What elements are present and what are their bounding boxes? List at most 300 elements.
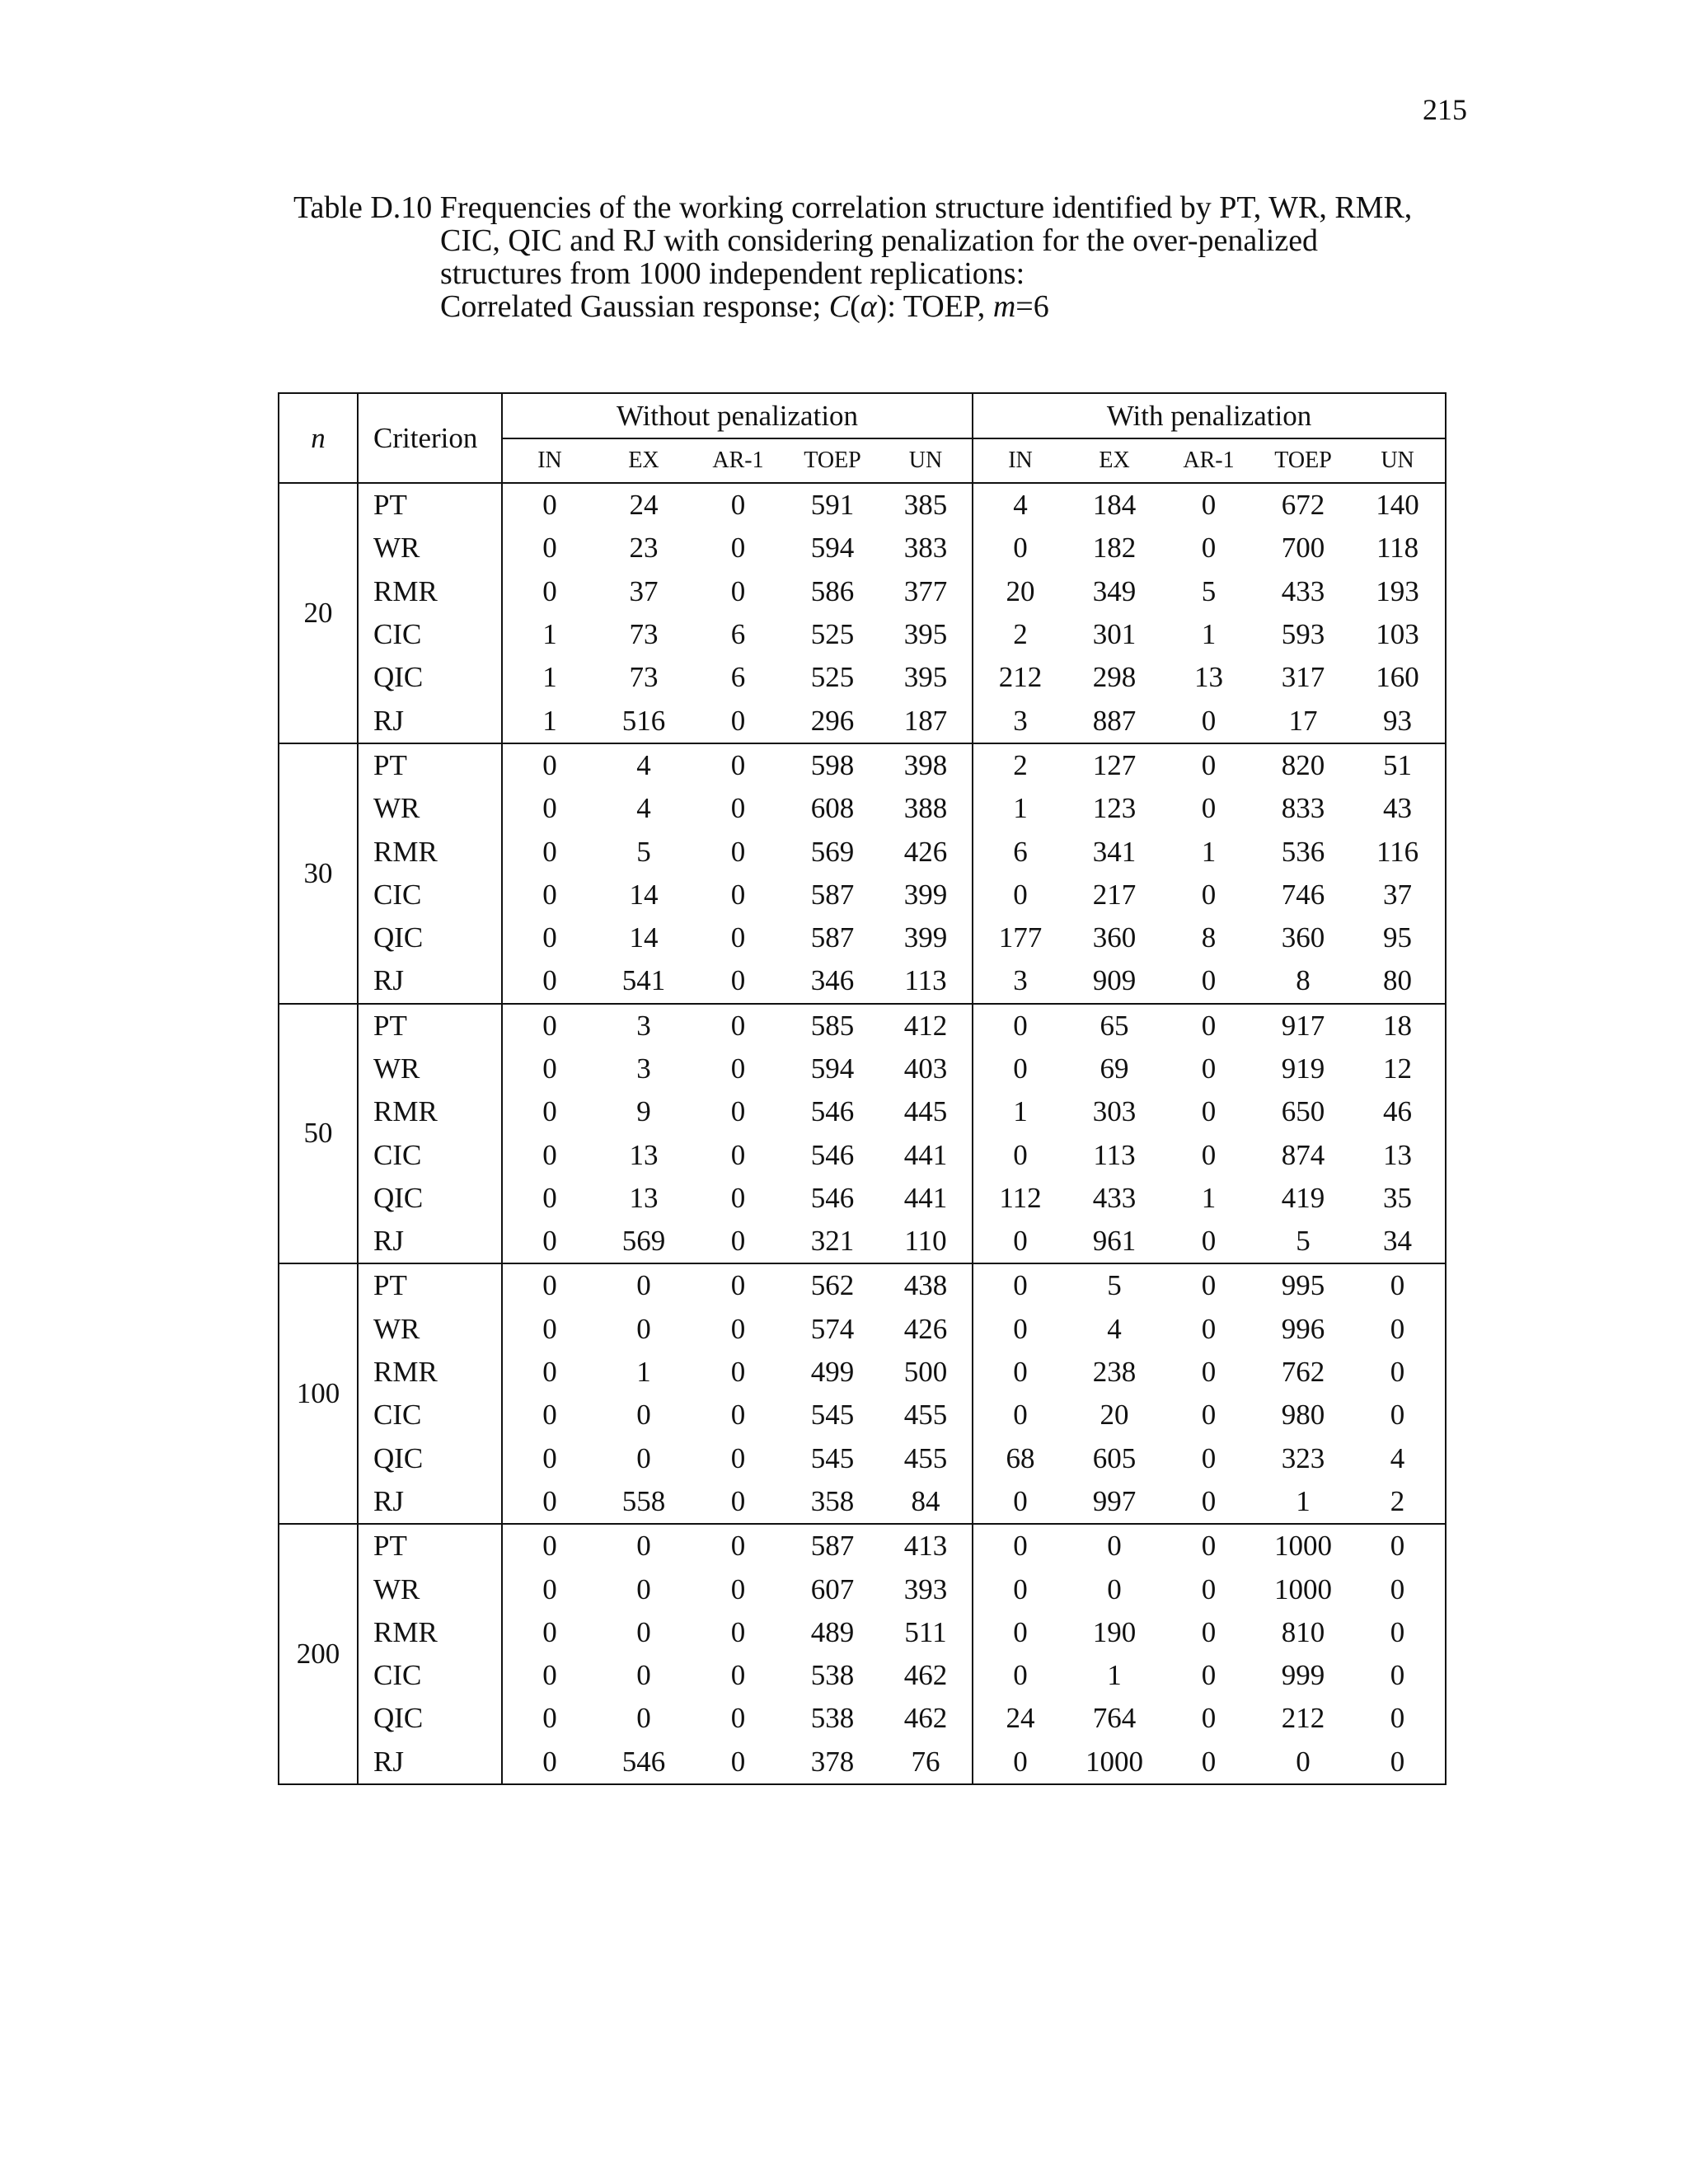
criterion-cell: RJ (358, 959, 502, 1003)
table-row (279, 916, 1446, 959)
without-in-cell: 0 (542, 574, 557, 607)
with-ar-1-cell: 0 (1201, 532, 1217, 565)
without-ar-1-cell: 0 (730, 748, 746, 781)
table-row (279, 874, 1446, 916)
without-ex-cell: 541 (597, 959, 691, 1003)
with-in-cell: 0 (973, 1741, 1067, 1784)
criterion-cell: PT (358, 1263, 502, 1307)
without-ex-cell: 516 (597, 699, 691, 743)
with-un-cell: 0 (1350, 1263, 1446, 1307)
without-un-cell: 441 (879, 1177, 973, 1220)
sample-size-cell: 100 (279, 1263, 358, 1524)
without-in-cell: 0 (542, 1181, 557, 1214)
with-ex-cell: 69 (1100, 1052, 1129, 1085)
without-un-cell: 395 (879, 656, 973, 699)
with-un-cell: 93 (1350, 699, 1446, 743)
criterion-cell: QIC (358, 1177, 502, 1220)
with-un-cell: 0 (1350, 1654, 1446, 1697)
without-in-cell: 0 (502, 1220, 597, 1263)
without-ex-cell: 3 (636, 1009, 651, 1042)
with-toep-cell: 650 (1281, 1095, 1325, 1128)
without-ex-cell: 1 (636, 1356, 651, 1389)
table-row (279, 830, 1446, 873)
table-row (279, 483, 1446, 527)
with-toep-cell: 999 (1281, 1659, 1325, 1692)
without-toep-cell: 587 (810, 878, 855, 911)
table-row (279, 527, 1446, 569)
table-row (279, 1351, 1446, 1394)
without-in-cell: 0 (542, 1009, 557, 1042)
without-ar-1-cell: 0 (730, 792, 746, 825)
caption-line-2: CIC, QIC and RJ with considering penalization for the over-penalized (440, 223, 1319, 258)
sample-size-cell: 20 (279, 483, 358, 743)
with-toep-cell: 5 (1256, 1220, 1350, 1263)
with-un-cell: 116 (1350, 830, 1446, 873)
without-toep-cell: 591 (810, 489, 855, 522)
table-row (279, 1394, 1446, 1436)
without-un-cell: 395 (879, 613, 973, 656)
with-in-cell: 3 (973, 699, 1067, 743)
subheader-with-in: IN (973, 438, 1067, 483)
without-ex-cell: 73 (629, 618, 659, 651)
with-un-cell: 0 (1350, 1697, 1446, 1740)
without-ex-cell: 14 (629, 921, 659, 954)
without-in-cell: 0 (542, 1399, 557, 1432)
with-un-cell: 0 (1350, 1394, 1446, 1436)
criterion-cell: RMR (358, 570, 502, 613)
without-toep-cell: 585 (810, 1009, 855, 1042)
without-ex-cell: 0 (636, 1702, 651, 1735)
subheader-without-ar-1: AR-1 (691, 438, 785, 483)
without-ar-1-cell: 0 (730, 1530, 746, 1563)
without-in-cell: 0 (502, 1480, 597, 1524)
without-ar-1-cell: 0 (730, 1441, 746, 1474)
table-row (279, 570, 1446, 613)
with-un-cell: 13 (1350, 1133, 1446, 1176)
with-ex-cell: 298 (1092, 661, 1137, 694)
with-ar-1-cell: 0 (1161, 1741, 1256, 1784)
with-ex-cell: 909 (1067, 959, 1161, 1003)
with-ar-1-cell: 0 (1201, 1312, 1217, 1345)
table-row (279, 1611, 1446, 1654)
without-ar-1-cell: 0 (730, 1615, 746, 1648)
criterion-cell: QIC (358, 1437, 502, 1480)
without-in-cell: 0 (542, 1269, 557, 1302)
criterion-cell: RMR (358, 1090, 502, 1133)
with-ex-cell: 217 (1092, 878, 1137, 911)
with-ar-1-cell: 0 (1201, 1615, 1217, 1648)
with-in-cell: 0 (1013, 1530, 1028, 1563)
with-toep-cell: 419 (1281, 1181, 1325, 1214)
with-ex-cell: 184 (1092, 489, 1137, 522)
caption-line-1: Table D.10 Frequencies of the working correlation structure identified by PT, WR, RMR, (293, 190, 1413, 225)
without-un-cell: 399 (879, 916, 973, 959)
with-ex-cell: 341 (1092, 835, 1137, 868)
criterion-cell: CIC (358, 1394, 502, 1436)
without-ex-cell: 37 (629, 574, 659, 607)
without-toep-cell: 378 (785, 1741, 879, 1784)
with-in-cell: 0 (1013, 878, 1028, 911)
sample-size-cell: 200 (279, 1524, 358, 1784)
without-un-cell: 426 (879, 1308, 973, 1351)
without-ex-cell: 558 (597, 1480, 691, 1524)
without-ex-cell: 5 (636, 835, 651, 868)
page-number: 215 (1423, 93, 1467, 126)
table-row (279, 1654, 1446, 1697)
caption-alpha-symbol: α (860, 289, 877, 324)
criterion-cell: RMR (358, 830, 502, 873)
with-in-cell: 20 (1006, 574, 1035, 607)
without-ex-cell: 4 (636, 748, 651, 781)
without-toep-cell: 538 (810, 1659, 855, 1692)
with-toep-cell: 593 (1281, 618, 1325, 651)
with-in-cell: 1 (1013, 1095, 1028, 1128)
without-toep-cell: 562 (810, 1269, 855, 1302)
without-in-cell: 1 (542, 618, 557, 651)
without-ar-1-cell: 0 (730, 878, 746, 911)
with-toep-cell: 1000 (1274, 1572, 1333, 1605)
without-ar-1-cell: 0 (730, 489, 746, 522)
with-in-cell: 0 (1013, 1659, 1028, 1692)
with-in-cell: 3 (973, 959, 1067, 1003)
sample-size-cell: 30 (279, 743, 358, 1004)
with-ar-1-cell: 13 (1194, 661, 1224, 694)
without-in-cell: 0 (542, 748, 557, 781)
with-in-cell: 112 (999, 1181, 1042, 1214)
with-in-cell: 6 (1013, 835, 1028, 868)
without-toep-cell: 608 (810, 792, 855, 825)
without-toep-cell: 574 (810, 1312, 855, 1345)
with-un-cell: 0 (1350, 1308, 1446, 1351)
with-toep-cell: 1000 (1274, 1530, 1333, 1563)
with-ex-cell: 5 (1107, 1269, 1122, 1302)
without-in-cell: 0 (542, 1052, 557, 1085)
without-un-cell: 511 (879, 1611, 973, 1654)
without-toep-cell: 358 (785, 1480, 879, 1524)
with-toep-cell: 672 (1281, 489, 1325, 522)
with-in-cell: 0 (1013, 1312, 1028, 1345)
table-caption (293, 191, 1480, 323)
without-un-cell: 110 (879, 1220, 973, 1263)
with-ar-1-cell: 8 (1201, 921, 1217, 954)
with-un-cell: 35 (1350, 1177, 1446, 1220)
with-ar-1-cell: 0 (1201, 489, 1217, 522)
with-un-cell: 4 (1350, 1437, 1446, 1480)
without-toep-cell: 587 (810, 921, 855, 954)
with-ex-cell: 238 (1092, 1356, 1137, 1389)
without-in-cell: 0 (542, 1356, 557, 1389)
criterion-cell: QIC (358, 1697, 502, 1740)
with-ar-1-cell: 0 (1201, 1659, 1217, 1692)
with-ex-cell: 65 (1100, 1009, 1129, 1042)
without-toep-cell: 586 (810, 574, 855, 607)
with-ar-1-cell: 0 (1161, 959, 1256, 1003)
with-toep-cell: 810 (1281, 1615, 1325, 1648)
without-ex-cell: 0 (636, 1269, 651, 1302)
with-in-cell: 4 (1013, 489, 1028, 522)
with-toep-cell: 917 (1281, 1009, 1325, 1042)
with-ar-1-cell: 0 (1201, 1572, 1217, 1605)
with-in-cell: 0 (1013, 1138, 1028, 1171)
without-un-cell: 500 (879, 1351, 973, 1394)
with-ar-1-cell: 0 (1161, 1480, 1256, 1524)
with-toep-cell: 433 (1281, 574, 1325, 607)
with-ex-cell: 123 (1092, 792, 1137, 825)
with-ar-1-cell: 0 (1201, 1052, 1217, 1085)
without-ex-cell: 14 (629, 878, 659, 911)
without-un-cell: 462 (879, 1697, 973, 1740)
with-toep-cell: 820 (1281, 748, 1325, 781)
subheader-without-in: IN (502, 438, 597, 483)
without-toep-cell: 346 (785, 959, 879, 1003)
with-un-cell: 103 (1350, 613, 1446, 656)
without-in-cell: 0 (542, 835, 557, 868)
with-ex-cell: 887 (1067, 699, 1161, 743)
criterion-cell: CIC (358, 1654, 502, 1697)
with-toep-cell: 317 (1281, 661, 1325, 694)
with-ar-1-cell: 0 (1201, 792, 1217, 825)
without-ar-1-cell: 0 (730, 1181, 746, 1214)
with-toep-cell: 919 (1281, 1052, 1325, 1085)
with-ex-cell: 997 (1067, 1480, 1161, 1524)
without-ar-1-cell: 0 (730, 1572, 746, 1605)
without-un-cell: 412 (879, 1004, 973, 1047)
with-ex-cell: 360 (1092, 921, 1137, 954)
with-un-cell: 2 (1350, 1480, 1446, 1524)
subheader-with-toep: TOEP (1256, 438, 1350, 483)
frequency-table (278, 392, 1447, 1785)
without-un-cell: 445 (879, 1090, 973, 1133)
without-ex-cell: 0 (636, 1399, 651, 1432)
with-toep-cell: 700 (1281, 532, 1325, 565)
criterion-cell: PT (358, 483, 502, 527)
without-toep-cell: 545 (810, 1441, 855, 1474)
without-in-cell: 0 (542, 1441, 557, 1474)
with-ar-1-cell: 0 (1201, 1399, 1217, 1432)
caption-m-symbol: m (992, 289, 1016, 324)
without-in-cell: 0 (542, 878, 557, 911)
with-in-cell: 0 (973, 1220, 1067, 1263)
without-un-cell: 393 (879, 1568, 973, 1610)
subheader-with-un: UN (1350, 438, 1446, 483)
without-in-cell: 0 (542, 1095, 557, 1128)
without-ex-cell: 0 (636, 1659, 651, 1692)
without-ar-1-cell: 0 (730, 1095, 746, 1128)
without-toep-cell: 546 (810, 1095, 855, 1128)
without-ar-1-cell: 0 (730, 1659, 746, 1692)
with-ex-cell: 301 (1092, 618, 1137, 651)
without-ar-1-cell: 0 (691, 1741, 785, 1784)
with-un-cell: 43 (1350, 787, 1446, 830)
without-in-cell: 0 (502, 1741, 597, 1784)
header-criterion: Criterion (358, 393, 502, 483)
with-toep-cell: 323 (1281, 1441, 1325, 1474)
with-toep-cell: 874 (1281, 1138, 1325, 1171)
with-ar-1-cell: 0 (1201, 1269, 1217, 1302)
without-ar-1-cell: 0 (691, 1220, 785, 1263)
without-ex-cell: 0 (636, 1441, 651, 1474)
with-ar-1-cell: 0 (1201, 878, 1217, 911)
without-in-cell: 0 (542, 1572, 557, 1605)
without-in-cell: 0 (502, 959, 597, 1003)
with-toep-cell: 0 (1256, 1741, 1350, 1784)
with-ex-cell: 20 (1100, 1399, 1129, 1432)
without-in-cell: 0 (542, 1530, 557, 1563)
without-toep-cell: 538 (810, 1702, 855, 1735)
with-in-cell: 0 (1013, 1009, 1028, 1042)
without-ex-cell: 546 (597, 1741, 691, 1784)
with-ex-cell: 0 (1107, 1530, 1122, 1563)
with-un-cell: 160 (1350, 656, 1446, 699)
without-ar-1-cell: 0 (730, 574, 746, 607)
table-row (279, 1480, 1446, 1524)
table-row (279, 1047, 1446, 1090)
criterion-cell: RMR (358, 1351, 502, 1394)
criterion-cell: QIC (358, 656, 502, 699)
without-un-cell: 399 (879, 874, 973, 916)
table-row (279, 743, 1446, 787)
with-un-cell: 0 (1350, 1568, 1446, 1610)
subheader-with-ex: EX (1067, 438, 1161, 483)
with-un-cell: 12 (1350, 1047, 1446, 1090)
header-with-penalization: With penalization (973, 393, 1446, 438)
without-ar-1-cell: 0 (730, 1356, 746, 1389)
without-ar-1-cell: 0 (730, 835, 746, 868)
with-ex-cell: 764 (1092, 1702, 1137, 1735)
with-ar-1-cell: 0 (1201, 1095, 1217, 1128)
criterion-cell: CIC (358, 874, 502, 916)
with-ex-cell: 0 (1107, 1572, 1122, 1605)
caption-line-4-end: =6 (1015, 289, 1049, 324)
with-in-cell: 0 (1013, 1399, 1028, 1432)
table-row (279, 959, 1446, 1003)
criterion-cell: RJ (358, 1741, 502, 1784)
without-un-cell: 76 (879, 1741, 973, 1784)
without-ex-cell: 3 (636, 1052, 651, 1085)
with-in-cell: 0 (1013, 532, 1028, 565)
with-ar-1-cell: 0 (1201, 1530, 1217, 1563)
without-ar-1-cell: 0 (730, 921, 746, 954)
table-row (279, 656, 1446, 699)
without-ar-1-cell: 0 (691, 1480, 785, 1524)
table-row (279, 1697, 1446, 1740)
with-ar-1-cell: 0 (1201, 1138, 1217, 1171)
criterion-cell: CIC (358, 1133, 502, 1176)
header-n: n (279, 393, 358, 483)
without-in-cell: 0 (542, 792, 557, 825)
subheader-without-ex: EX (597, 438, 691, 483)
without-ar-1-cell: 0 (730, 1312, 746, 1345)
without-un-cell: 426 (879, 830, 973, 873)
table-row (279, 1524, 1446, 1568)
with-un-cell: 46 (1350, 1090, 1446, 1133)
without-ex-cell: 73 (629, 661, 659, 694)
header-without-penalization: Without penalization (502, 393, 973, 438)
without-un-cell: 377 (879, 570, 973, 613)
without-un-cell: 403 (879, 1047, 973, 1090)
without-un-cell: 398 (879, 743, 973, 787)
caption-line-3: structures from 1000 independent replications: (440, 256, 1025, 291)
table-row (279, 1437, 1446, 1480)
without-toep-cell: 587 (810, 1530, 855, 1563)
with-ex-cell: 182 (1092, 532, 1137, 565)
without-ar-1-cell: 0 (730, 1052, 746, 1085)
table-row (279, 1741, 1446, 1784)
without-un-cell: 84 (879, 1480, 973, 1524)
with-toep-cell: 995 (1281, 1269, 1325, 1302)
without-ar-1-cell: 0 (730, 1702, 746, 1735)
subheader-without-un: UN (879, 438, 973, 483)
with-ex-cell: 190 (1092, 1615, 1137, 1648)
caption-line-4-mid: ): TOEP, (876, 289, 993, 324)
subheader-without-toep: TOEP (785, 438, 879, 483)
without-ex-cell: 13 (629, 1138, 659, 1171)
with-ar-1-cell: 1 (1201, 1181, 1217, 1214)
with-ar-1-cell: 0 (1201, 748, 1217, 781)
with-un-cell: 18 (1350, 1004, 1446, 1047)
table-row (279, 787, 1446, 830)
criterion-cell: PT (358, 743, 502, 787)
with-ex-cell: 605 (1092, 1441, 1137, 1474)
with-un-cell: 95 (1350, 916, 1446, 959)
without-toep-cell: 546 (810, 1181, 855, 1214)
without-toep-cell: 569 (810, 835, 855, 868)
without-ar-1-cell: 0 (730, 1138, 746, 1171)
with-toep-cell: 746 (1281, 878, 1325, 911)
with-un-cell: 193 (1350, 570, 1446, 613)
without-toep-cell: 525 (810, 661, 855, 694)
with-ar-1-cell: 5 (1201, 574, 1217, 607)
with-toep-cell: 1 (1256, 1480, 1350, 1524)
sample-size-cell: 50 (279, 1004, 358, 1264)
without-toep-cell: 296 (785, 699, 879, 743)
table-row (279, 699, 1446, 743)
without-ar-1-cell: 0 (730, 532, 746, 565)
with-un-cell: 0 (1350, 1611, 1446, 1654)
criterion-cell: PT (358, 1524, 502, 1568)
with-ex-cell: 303 (1092, 1095, 1137, 1128)
without-toep-cell: 321 (785, 1220, 879, 1263)
without-ex-cell: 0 (636, 1530, 651, 1563)
without-in-cell: 1 (502, 699, 597, 743)
criterion-cell: WR (358, 1047, 502, 1090)
with-in-cell: 0 (1013, 1052, 1028, 1085)
with-in-cell: 212 (998, 661, 1043, 694)
with-ar-1-cell: 0 (1201, 1702, 1217, 1735)
without-un-cell: 413 (879, 1524, 973, 1568)
without-toep-cell: 545 (810, 1399, 855, 1432)
without-toep-cell: 525 (810, 618, 855, 651)
without-in-cell: 1 (542, 661, 557, 694)
with-ex-cell: 961 (1067, 1220, 1161, 1263)
table-body (279, 483, 1446, 1784)
table-row (279, 1568, 1446, 1610)
without-ex-cell: 4 (636, 792, 651, 825)
without-toep-cell: 607 (810, 1572, 855, 1605)
without-ex-cell: 0 (636, 1615, 651, 1648)
table-row (279, 1177, 1446, 1220)
table-row (279, 1308, 1446, 1351)
without-un-cell: 383 (879, 527, 973, 569)
with-toep-cell: 17 (1256, 699, 1350, 743)
criterion-cell: WR (358, 1308, 502, 1351)
caption-c-symbol: C (828, 289, 851, 324)
without-un-cell: 388 (879, 787, 973, 830)
with-toep-cell: 762 (1281, 1356, 1325, 1389)
without-in-cell: 0 (542, 1702, 557, 1735)
with-in-cell: 0 (1013, 1356, 1028, 1389)
without-in-cell: 0 (542, 1138, 557, 1171)
